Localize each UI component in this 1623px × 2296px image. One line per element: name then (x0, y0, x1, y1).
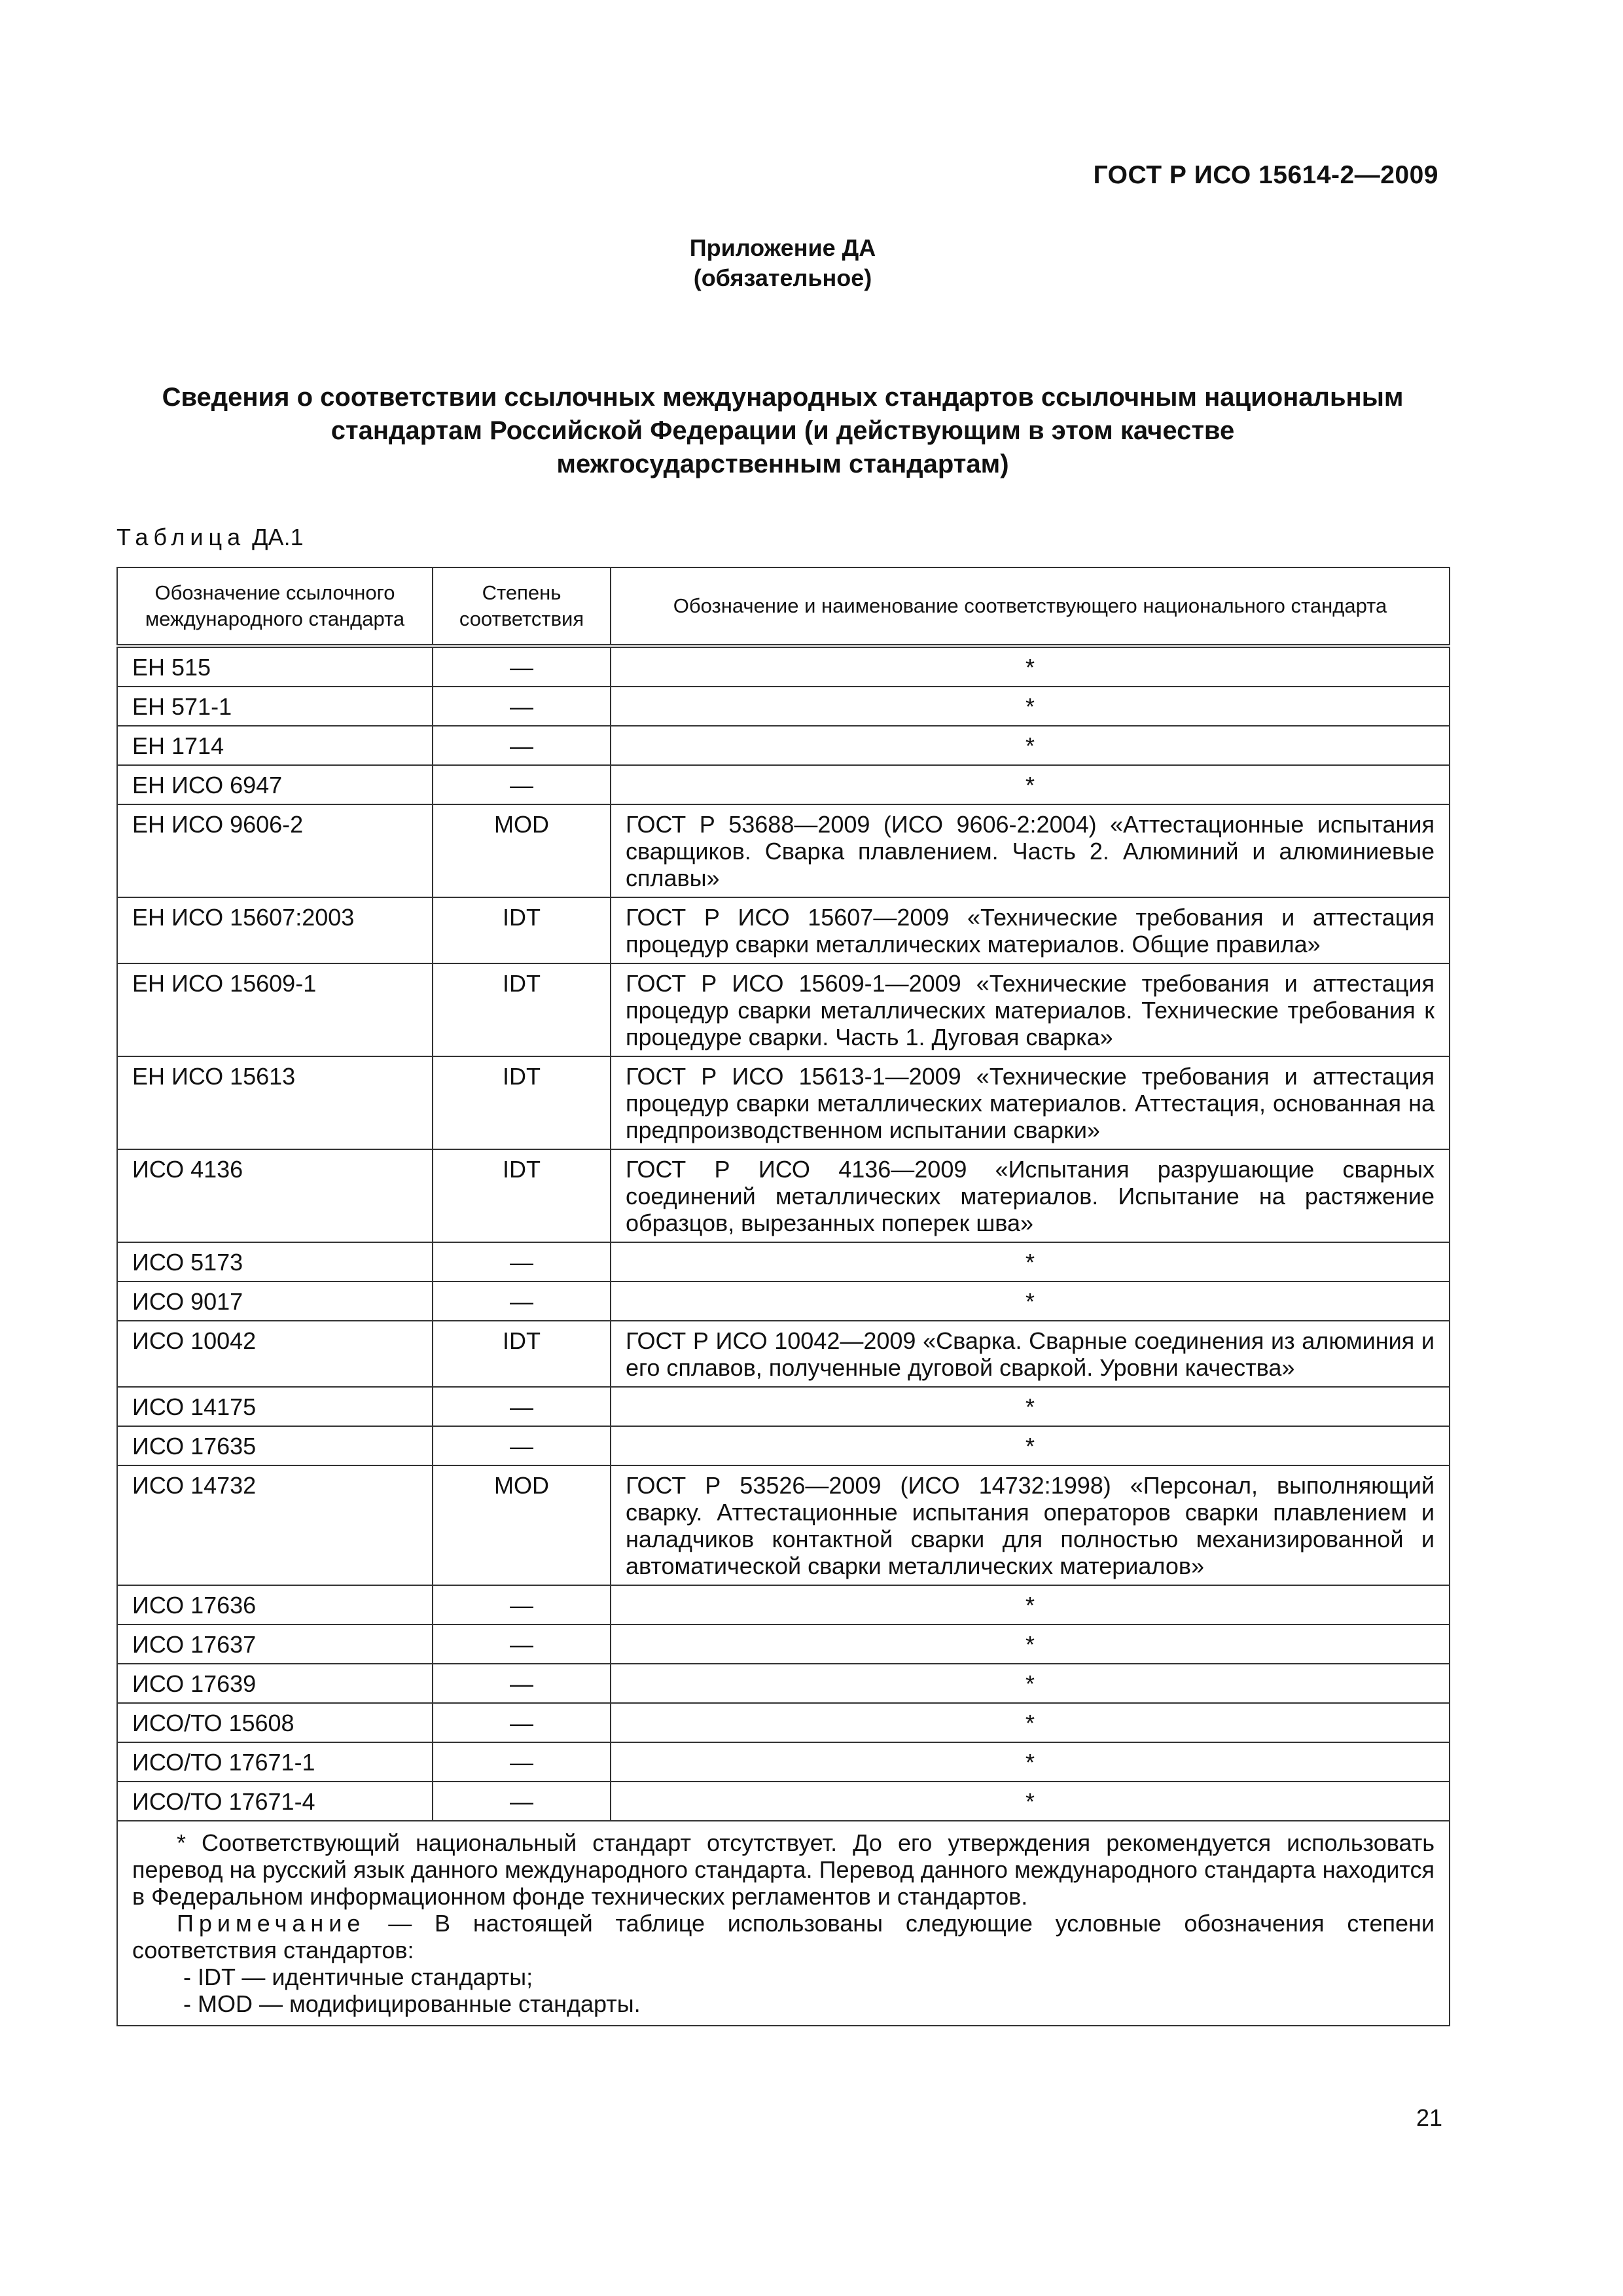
footnote: * Соответствующий национальный стандарт отсутствует. До его утверждения рекомендуется использовать перевод на русский язык данного международного стандарта. Перевод данного международного стандарта находится в Федеральном информационном фонде технических регламентов и стандартов. (132, 1829, 1435, 1910)
cell-degree: — (433, 1703, 611, 1742)
annex-status: (обязательное) (693, 264, 872, 291)
table-row (117, 1282, 1450, 1321)
cell-reference-standard: ИСО/ТО 17671-4 (117, 1782, 433, 1821)
cell-reference-standard: ЕН 571-1 (117, 687, 433, 726)
cell-national-standard: * (611, 1624, 1450, 1664)
cell-reference-standard: ИСО 17639 (117, 1664, 433, 1703)
header-degree: Степень соответствия (433, 567, 611, 646)
cell-degree: — (433, 1282, 611, 1321)
cell-degree: MOD (433, 804, 611, 897)
cell-degree: — (433, 1742, 611, 1782)
cell-national-standard: * (611, 1242, 1450, 1282)
table-row (117, 1056, 1450, 1149)
cell-reference-standard: ЕН ИСО 9606-2 (117, 804, 433, 897)
table-row (117, 765, 1450, 804)
table-row (117, 646, 1450, 687)
cell-national-standard: * (611, 1782, 1450, 1821)
cell-national-standard: ГОСТ Р ИСО 4136—2009 «Испытания разрушающие сварных соединений металлических материалов. Испытание на растяжение образцов, вырезанных поперек шва» (611, 1149, 1450, 1242)
note (132, 1910, 1435, 1964)
annex-heading (116, 381, 1449, 481)
table-row (117, 1149, 1450, 1242)
cell-degree: IDT (433, 963, 611, 1056)
cell-degree: — (433, 1624, 611, 1664)
heading-line-1: Сведения о соответствии ссылочных международных стандартов ссылочным национальным (162, 383, 1404, 412)
cell-degree: — (433, 1242, 611, 1282)
cell-reference-standard: ЕН ИСО 6947 (117, 765, 433, 804)
annex-header (0, 233, 1565, 293)
cell-reference-standard: ЕН 1714 (117, 726, 433, 765)
cell-degree: — (433, 687, 611, 726)
cell-reference-standard: ИСО 14175 (117, 1387, 433, 1426)
cell-degree: MOD (433, 1465, 611, 1585)
table-row (117, 1624, 1450, 1664)
table-caption-prefix: Таблица (116, 524, 246, 550)
cell-reference-standard: ИСО 4136 (117, 1149, 433, 1242)
cell-degree: IDT (433, 897, 611, 963)
cell-degree: — (433, 1387, 611, 1426)
table-row (117, 687, 1450, 726)
table-row (117, 1242, 1450, 1282)
cell-reference-standard: ЕН 515 (117, 646, 433, 687)
cell-degree: IDT (433, 1056, 611, 1149)
table-row (117, 897, 1450, 963)
cell-national-standard: ГОСТ Р ИСО 15609-1—2009 «Технические требования и аттестация процедур сварки металлических материалов. Технические требования к процедуре сварки. Часть 1. Дуговая сварка» (611, 963, 1450, 1056)
cell-degree: — (433, 1585, 611, 1624)
table-row (117, 1321, 1450, 1387)
header-reference-standard: Обозначение ссылочного международного стандарта (117, 567, 433, 646)
cell-reference-standard: ИСО 9017 (117, 1282, 433, 1321)
cell-national-standard: * (611, 687, 1450, 726)
cell-reference-standard: ИСО/ТО 17671-1 (117, 1742, 433, 1782)
cell-national-standard: ГОСТ Р ИСО 15613-1—2009 «Технические требования и аттестация процедур сварки металлических материалов. Аттестация, основанная на предпроизводственном испытании сварки» (611, 1056, 1450, 1149)
cell-national-standard: ГОСТ Р 53526—2009 (ИСО 14732:1998) «Персонал, выполняющий сварку. Аттестационные испытания операторов сварки плавлением и наладчиков контактной сварки для полностью механизированной и автоматической сварки металлических материалов» (611, 1465, 1450, 1585)
table-caption (116, 524, 304, 551)
cell-degree: — (433, 765, 611, 804)
table-row (117, 1387, 1450, 1426)
cell-reference-standard: ЕН ИСО 15607:2003 (117, 897, 433, 963)
table-notes (117, 1821, 1450, 2026)
cell-degree: — (433, 646, 611, 687)
cell-reference-standard: ИСО 14732 (117, 1465, 433, 1585)
cell-reference-standard: ИСО 17637 (117, 1624, 433, 1664)
cell-reference-standard: ИСО 5173 (117, 1242, 433, 1282)
table-row (117, 804, 1450, 897)
cell-reference-standard: ЕН ИСО 15609-1 (117, 963, 433, 1056)
table-row (117, 726, 1450, 765)
cell-degree: — (433, 1426, 611, 1465)
cell-reference-standard: ЕН ИСО 15613 (117, 1056, 433, 1149)
heading-line-2: стандартам Российской Федерации (и действующим в этом качестве (330, 416, 1235, 445)
cell-national-standard: * (611, 646, 1450, 687)
table-row (117, 1703, 1450, 1742)
cell-reference-standard: ИСО/ТО 15608 (117, 1703, 433, 1742)
cell-national-standard: * (611, 726, 1450, 765)
cell-national-standard: * (611, 765, 1450, 804)
legend-item-mod: - MOD — модифицированные стандарты. (183, 1990, 641, 2017)
page-number: 21 (1416, 2104, 1442, 2131)
cell-degree: IDT (433, 1321, 611, 1387)
cell-degree: — (433, 1782, 611, 1821)
table-row (117, 1742, 1450, 1782)
cell-reference-standard: ИСО 10042 (117, 1321, 433, 1387)
cell-national-standard: * (611, 1703, 1450, 1742)
note-text: — В настоящей таблице использованы следующие условные обозначения степени соответствия стандартов: (132, 1910, 1435, 1964)
heading-line-3: межгосударственным стандартам) (556, 450, 1009, 478)
table-row (117, 1426, 1450, 1465)
annex-title: Приложение ДА (689, 234, 876, 261)
cell-national-standard: * (611, 1282, 1450, 1321)
table-row (117, 1465, 1450, 1585)
cell-degree: — (433, 726, 611, 765)
cell-reference-standard: ИСО 17635 (117, 1426, 433, 1465)
document-code: ГОСТ Р ИСО 15614-2—2009 (1093, 161, 1438, 189)
table-row (117, 1585, 1450, 1624)
header-national-standard: Обозначение и наименование соответствующего национального стандарта (611, 567, 1450, 646)
cell-national-standard: ГОСТ Р 53688—2009 (ИСО 9606-2:2004) «Аттестационные испытания сварщиков. Сварка плавлением. Часть 2. Алюминий и алюминиевые сплавы» (611, 804, 1450, 897)
table-notes-row (117, 1821, 1450, 2026)
cell-national-standard: ГОСТ Р ИСО 15607—2009 «Технические требования и аттестация процедур сварки металлических материалов. Общие правила» (611, 897, 1450, 963)
cell-national-standard: * (611, 1426, 1450, 1465)
cell-reference-standard: ИСО 17636 (117, 1585, 433, 1624)
table-caption-number: ДА.1 (252, 524, 304, 550)
legend-item-idt: - IDT — идентичные стандарты; (183, 1964, 533, 1990)
cell-national-standard: * (611, 1742, 1450, 1782)
table-header-row (117, 567, 1450, 646)
note-label: Примечание (177, 1910, 366, 1937)
cell-national-standard: * (611, 1387, 1450, 1426)
table-row (117, 1664, 1450, 1703)
cell-national-standard: * (611, 1664, 1450, 1703)
cell-national-standard: * (611, 1585, 1450, 1624)
table-row (117, 1782, 1450, 1821)
cell-degree: — (433, 1664, 611, 1703)
correspondence-table (116, 567, 1450, 2026)
cell-national-standard: ГОСТ Р ИСО 10042—2009 «Сварка. Сварные соединения из алюминия и его сплавов, полученные дуговой сваркой. Уровни качества» (611, 1321, 1450, 1387)
table-row (117, 963, 1450, 1056)
cell-degree: IDT (433, 1149, 611, 1242)
